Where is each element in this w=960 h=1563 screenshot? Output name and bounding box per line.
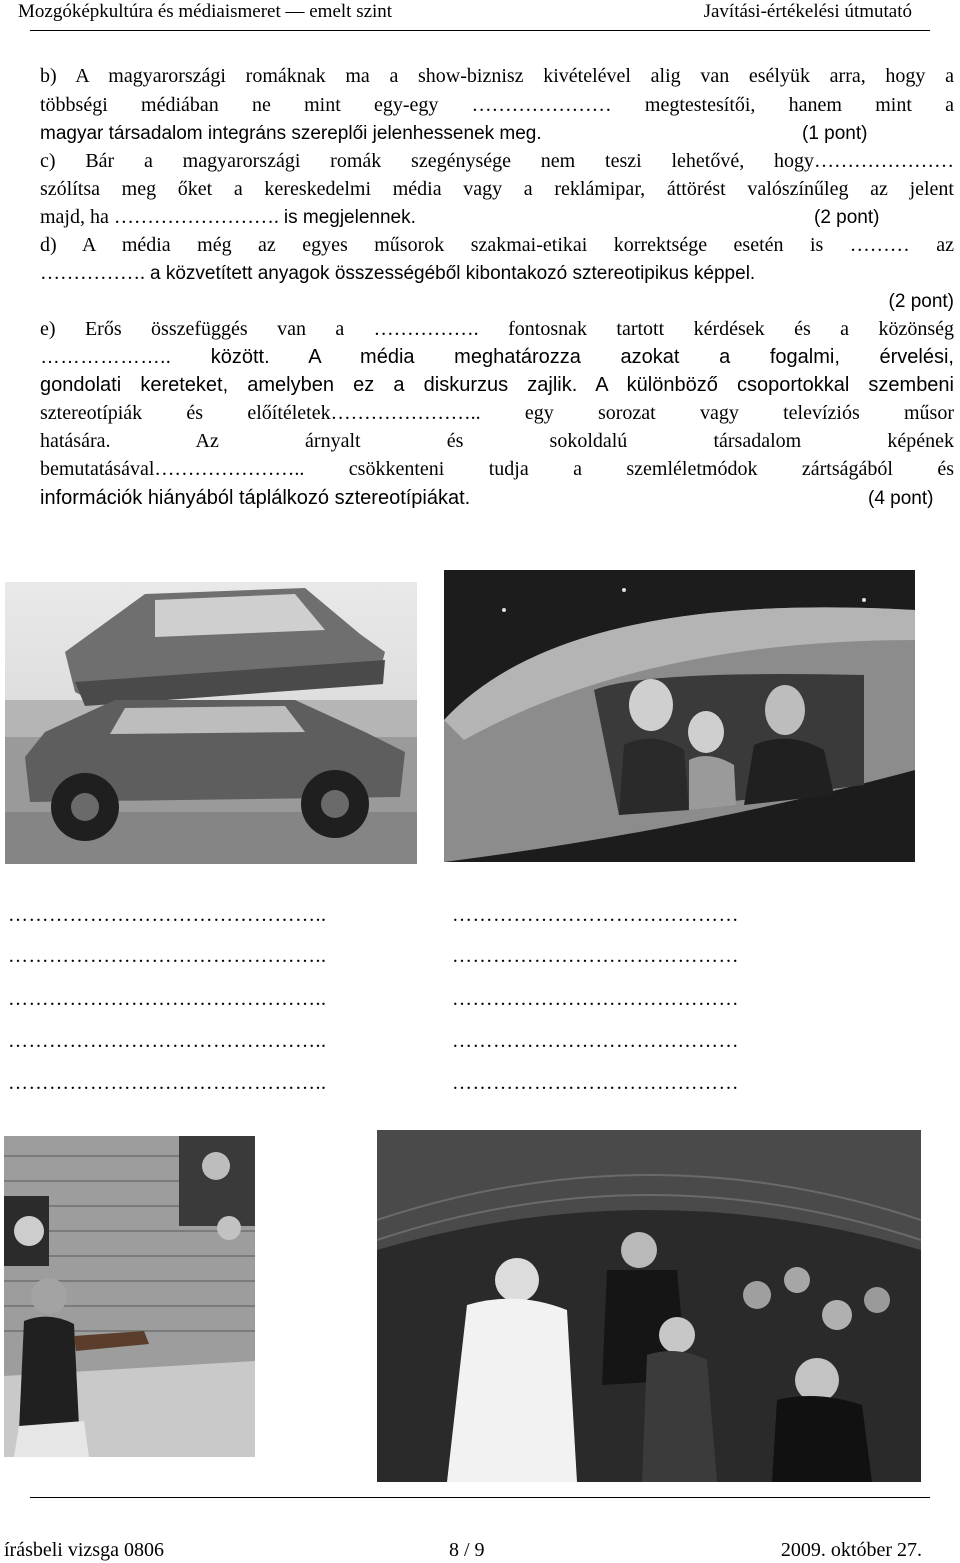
blessing-image <box>377 1130 921 1482</box>
photo-rocket-portrait <box>444 570 915 862</box>
item-e-line-4: sztereotípiák és előítéletek………………….. egy sorozat vagy televíziós műsor <box>40 402 954 424</box>
item-e-line-5: hatására. Az árnyalt és sokoldalú társadalom képének <box>40 430 954 452</box>
item-b-line-2: többségi médiában ne mint egy-egy ………………… megtestesítői, hanem mint a <box>40 94 954 116</box>
item-e-points: (4 pont) <box>868 488 934 509</box>
item-d-text: a közvetített anyagok összességéből kibontakozó sztereotipikus képpel. <box>150 263 756 284</box>
violin-boy-image <box>4 1136 255 1457</box>
item-e-line-6: bemutatásával………………….. csökkenteni tudja a szemléletmódok zártságából és <box>40 458 954 480</box>
answer-line-left: ……………………………………….. <box>8 945 327 967</box>
item-c-text: is megjelennek. <box>283 207 416 228</box>
item-c-line-1: c) Bár a magyarországi romák szegénysége nem teszi lehetővé, hogy………………… <box>40 150 954 172</box>
photo-stacked-cars <box>5 582 417 864</box>
photo-blessing <box>377 1130 921 1482</box>
footer-date: 2009. október 27. <box>780 1539 922 1561</box>
footer-divider <box>30 1497 930 1498</box>
stacked-cars-image <box>5 582 417 864</box>
item-e-line-2-text: ……………….. között. A média meghatározza azokat a fogalmi, érvelési, <box>40 346 954 368</box>
item-c-blank: majd, ha ……………………. <box>40 206 284 228</box>
answer-line-right: …………………………………… <box>452 988 739 1010</box>
header-divider <box>30 30 930 31</box>
header-left: Mozgóképkultúra és médiaismeret — emelt szint <box>18 1 393 22</box>
item-d-blank: ……………. <box>40 262 150 284</box>
photo-violin-boy <box>4 1136 255 1457</box>
answer-line-right: …………………………………… <box>452 1030 739 1052</box>
item-b-text: magyar társadalom integráns szereplői jelenhessenek meg. <box>40 123 542 144</box>
item-d-points-text: (2 pont) <box>888 291 954 312</box>
answer-line-right: …………………………………… <box>452 945 739 967</box>
item-e-line-3: gondolati kereteket, amelyben ez a diskurzus zajlik. A különböző csoportokkal szembeni <box>40 374 954 396</box>
item-e-line-2 <box>40 343 954 372</box>
answer-line-right: …………………………………… <box>452 1072 739 1094</box>
item-c-line-2: szólítsa meg őket a kereskedelmi média vagy a reklámipar, áttörést valószínűleg az jelent <box>40 178 954 200</box>
item-e-line-7 <box>40 484 954 513</box>
item-b-line-3 <box>40 119 954 148</box>
answer-line-right: …………………………………… <box>452 904 739 926</box>
item-d-line-1: d) A média még az egyes műsorok szakmai-etikai korrektsége esetén is ……… az <box>40 234 954 256</box>
rocket-portrait-image <box>444 570 915 862</box>
footer-page-number: 8 / 9 <box>449 1539 485 1561</box>
item-c-points: (2 pont) <box>814 207 880 228</box>
item-b-points: (1 pont) <box>802 123 868 144</box>
answer-line-left: ……………………………………….. <box>8 1030 327 1052</box>
header-right: Javítási-értékelési útmutató <box>703 1 912 22</box>
answer-line-left: ……………………………………….. <box>8 988 327 1010</box>
item-d-points <box>40 287 954 316</box>
answer-line-left: ……………………………………….. <box>8 1072 327 1094</box>
item-c-line-3 <box>40 203 954 232</box>
item-e-line-1: e) Erős összefüggés van a ……………. fontosnak tartott kérdések és a közönség <box>40 318 954 340</box>
item-d-line-2 <box>40 259 954 288</box>
footer-exam-code: írásbeli vizsga 0806 <box>4 1539 164 1561</box>
item-e-text: információk hiányából táplálkozó sztereotípiákat. <box>40 487 471 509</box>
answer-line-left: ……………………………………….. <box>8 904 327 926</box>
item-b-line-1: b) A magyarországi romáknak ma a show-biznisz kivételével alig van esélyük arra, hogy a <box>40 65 954 87</box>
